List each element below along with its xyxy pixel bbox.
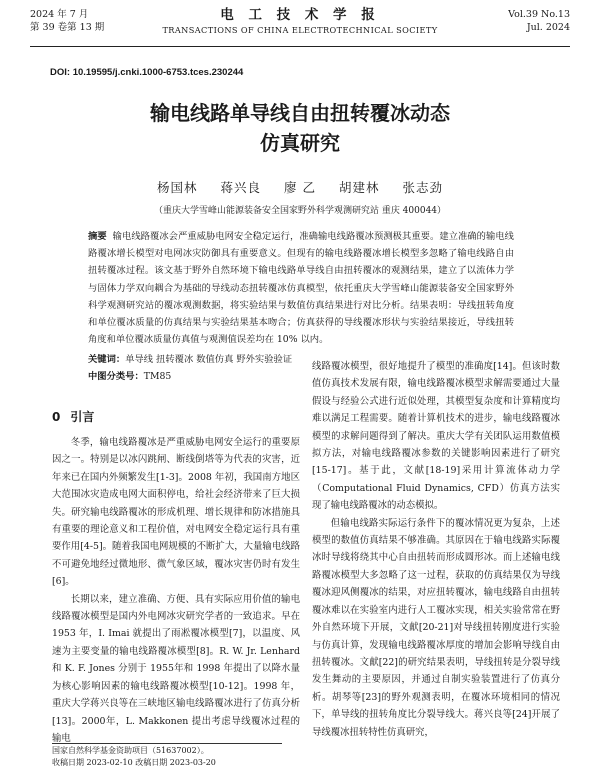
journal-title-cn: 电 工 技 术 学 报: [220, 7, 380, 23]
right-column: [312, 358, 560, 741]
running-header: [30, 6, 570, 47]
header-date-en: Jul. 2024: [526, 22, 570, 33]
title-line-1: 输电线路单导线自由扭转覆冰动态: [150, 101, 450, 125]
doi: DOI: 10.19595/j.cnki.1000-6753.tces.230244: [50, 67, 244, 78]
affiliation: （重庆大学雪峰山能源装备安全国家野外科学观测研究站 重庆 400044）: [153, 206, 447, 216]
journal-title-en: TRANSACTIONS OF CHINA ELECTROTECHNICAL SOCIETY: [162, 25, 438, 35]
keywords-label: 关键词：: [88, 354, 126, 365]
footnote-dates: 收稿日期 2023-02-10 改稿日期 2023-03-20: [52, 758, 216, 767]
paragraph: 长期以来，建立准确、方便、具有实际应用价值的输电线路覆冰模型是国内外电网冰灾研究学者的一致追求。早在 1953 年，I. Imai 就提出了雨凇覆冰模型[7]，以温度、风速为主要变量的输电线路覆冰模型[8]。R. W. Jr. Lenhard 和 K. F. Jones 分别于 1955年和 1998 年提出了以降水量为核心影响因素的输电线路覆冰模型[10-12]。1998 年，重庆大学蒋兴良等在三峡地区输电线路覆冰进行了仿真分析[13]。2000年，L. Makkonen 提出考虑导线覆冰过程的输电: [52, 593, 300, 744]
keywords-text: 单导线 扭转覆冰 数值仿真 野外实验验证: [125, 354, 293, 365]
section-number: 0: [52, 410, 61, 424]
section-heading: [52, 408, 104, 425]
header-right: [508, 8, 570, 34]
author: 胡建林: [338, 180, 380, 195]
clc-label: 中图分类号：: [88, 371, 144, 382]
header-volume-en: Vol.39 No.13: [508, 9, 570, 20]
paragraph: 冬季，输电线路覆冰是严重威胁电网安全运行的重要原因之一。特别是以冰闪跳闸、断线倒塔等为代表的灾害，近年来已在国内外频繁发生[1-3]。2008 年初，我国南方地区大范围冰灾造成电网大面积停电，给社会经济带来了巨大损失。研究输电线路覆冰的形成机理、增长规律和防冰措施具有重要的理论意义和工程价值，对电网安全稳定运行具有重要作用[4-5]。随着我国电网规模的不断扩大，大量输电线路不可避免地经过微地形、微气象区域，覆冰灾害仍时有发生[6]。: [52, 437, 300, 588]
clc-value: TM85: [143, 371, 172, 382]
header-volume-cn: 第 39 卷第 13 期: [30, 22, 105, 33]
footnote-fund: 国家自然科学基金资助项目（51637002）。: [52, 746, 209, 755]
author-list: [0, 178, 600, 196]
author: 廖 乙: [284, 180, 316, 195]
author: 张志劲: [402, 180, 443, 195]
footnote: [52, 743, 282, 769]
section-title: 引言: [70, 410, 95, 424]
abstract-label: 摘要: [88, 231, 107, 242]
author: 蒋兴良: [220, 180, 262, 195]
left-column: [52, 434, 300, 747]
author: 杨国林: [157, 180, 198, 195]
title-line-2: 仿真研究: [260, 131, 340, 155]
abstract-text: 输电线路覆冰会严重威胁电网安全稳定运行，准确输电线路覆冰预测极其重要。建立准确的输电线路覆冰增长模型对电网冰灾防御具有重要意义。但现有的输电线路覆冰增长模型多忽略了输电线路自由扭转覆冰过程。该文基于野外自然环境下输电线路单导线自由扭转覆冰的观测结果，建立了以流体力学与固体力学双向耦合为基础的导线动态扭转覆冰仿真模型，依托重庆大学雪峰山能源装备安全国家野外科学观测研究站的覆冰观测数据，将实验结果与数值仿真结果进行对比分析。结果表明：导线扭转角度和单位覆冰质量的仿真结果与实验结果基本吻合；仿真获得的导线覆冰形状与实验结果接近，导线扭转角度和单位覆冰质量仿真值与观测值误差均在 10% 以内。: [88, 231, 514, 346]
paragraph: 但输电线路实际运行条件下的覆冰情况更为复杂，上述模型的数值仿真结果不够准确。其原因在于输电线路实际覆冰时导线将绕其中心自由扭转而形成圆形冰。而上述输电线路覆冰模型大多忽略了这一过程，获取的仿真结果仅为导线覆冰迎风侧覆冰的结果，对应扭转覆冰，输电线路自由扭转覆冰难以在实验室内进行人工覆冰实现，相关实验常常在野外自然环境下开展，文献[20-21]对导线扭转刚度进行实验与仿真计算，发现输电线路覆冰厚度的增加会影响导线自由扭转覆冰。文献[22]的研究结果表明，导线扭转是分裂导线发生舞动的主要原因，并通过自制实验装置进行了仿真分析。胡琴等[23]的野外观测表明，在覆冰环境相同的情况下，单导线的扭转角度比分裂导线大。蒋兴良等[24]开展了导线覆冰扭转特性仿真研究，: [312, 517, 560, 738]
paragraph: 线路覆冰模型，很好地提升了模型的准确度[14]。但该时数值仿真技术发展有限，输电线路覆冰模型求解需要通过大量假设与经验公式进行近似处理，其模型复杂度和计算精度均难以满足工程需要。随着计算机技术的进步，输电线路覆冰模型的求解问题得到了解决。重庆大学有关团队运用数值模拟方法，对输电线路覆冰参数的关键影响因素进行了研究[15-17]。基于此，文献[18-19]采用计算流体动力学（Computational Fluid Dynamics, CFD）仿真方法实现了输电线路覆冰的动态模拟。: [312, 361, 560, 512]
abstract: [88, 228, 514, 348]
keywords: [88, 351, 292, 365]
header-date: 2024 年 7 月: [30, 9, 89, 20]
classification-number: [88, 368, 171, 382]
paper-title: [0, 98, 600, 158]
header-center: [30, 6, 570, 37]
